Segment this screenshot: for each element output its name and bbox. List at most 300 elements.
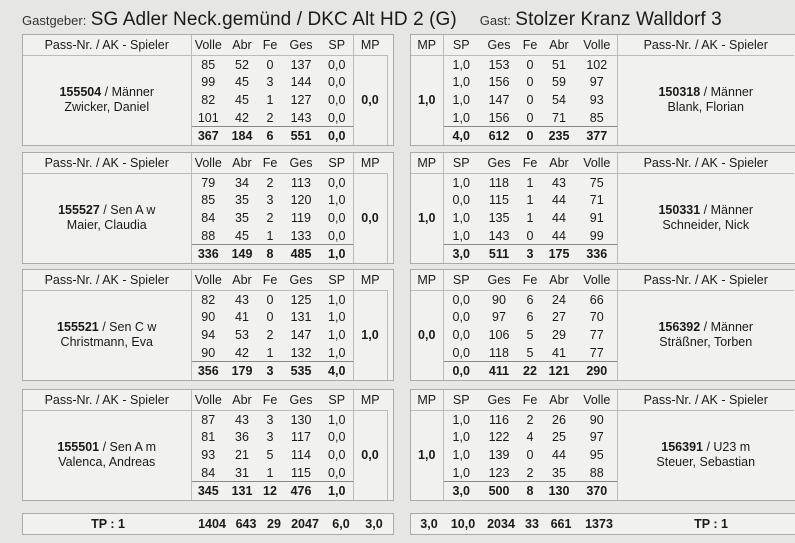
score-cell-sp: 0,0 — [328, 210, 346, 225]
score-cell-volle: 71 — [589, 193, 604, 208]
score-cell-sp: 1,0 — [452, 210, 470, 225]
score-cell-sp: 0,0 — [328, 175, 346, 190]
column-header: Volle — [577, 390, 617, 411]
score-cell-ges: 120 — [290, 193, 312, 208]
score-cell-abr: 44 — [552, 210, 566, 225]
column-header: Pass-Nr. / AK - Spieler — [23, 153, 191, 174]
column-header: MP — [353, 390, 387, 411]
score-cell-fe: 2 — [266, 327, 274, 342]
score-cell-sp: 0,0 — [328, 228, 346, 243]
match-points: 0,0 — [353, 174, 387, 263]
column-header: SP — [321, 390, 353, 411]
score-cell-abr: 235 — [541, 127, 577, 145]
column-header: Volle — [577, 153, 617, 174]
match-points: 1,0 — [411, 411, 443, 500]
score-cell-fe: 5 — [266, 447, 274, 462]
score-cell-sp: 1,0 — [452, 75, 470, 90]
column-header: Ges — [281, 153, 321, 174]
score-cell-volle: 93 — [589, 92, 604, 107]
score-cell-abr: 71 — [552, 110, 566, 125]
score-cell-fe: 4 — [526, 430, 534, 445]
score-cell-sp: 0,0 — [452, 310, 470, 325]
score-cell-sp: 0,0 — [328, 57, 346, 72]
column-header: Pass-Nr. / AK - Spieler — [617, 35, 794, 56]
score-cell-ges: 143 — [290, 110, 312, 125]
score-cell-abr: 41 — [235, 310, 249, 325]
score-cell-sp: 1,0 — [452, 447, 470, 462]
score-cell-volle: 336 — [577, 245, 617, 263]
guest-total-volle: 1373 — [585, 517, 613, 531]
column-header: Abr — [541, 390, 577, 411]
score-cell-ges: 139 — [488, 447, 510, 462]
score-cell-fe: 2 — [266, 110, 274, 125]
score-cell-volle: 90 — [589, 412, 604, 427]
table-row — [411, 291, 794, 309]
score-cell-ges: 115 — [291, 465, 311, 480]
score-cell-fe: 2 — [266, 175, 274, 190]
score-cell-ges: 147 — [290, 327, 312, 342]
score-cell-ges: 133 — [290, 228, 312, 243]
score-cell-volle: 377 — [577, 127, 617, 145]
score-cell-sp: 0,0 — [328, 430, 346, 445]
column-header: MP — [353, 35, 387, 56]
player-name: Steuer, Sebastian — [656, 455, 756, 470]
score-cell-abr: 43 — [552, 175, 566, 190]
column-header: Ges — [479, 270, 519, 291]
score-cell-ges: 500 — [479, 482, 519, 500]
score-cell-volle: 370 — [577, 482, 617, 500]
score-cell-ges: 612 — [479, 127, 519, 145]
score-cell-ges: 153 — [488, 57, 510, 72]
column-header: Volle — [191, 153, 225, 174]
column-header: MP — [353, 270, 387, 291]
guest-player-table — [410, 152, 795, 264]
column-header: Volle — [191, 35, 225, 56]
guest-total-sp: 10,0 — [450, 517, 476, 531]
score-cell-abr: 21 — [235, 447, 249, 462]
score-cell-abr: 131 — [225, 482, 259, 500]
player-info — [617, 56, 794, 145]
column-header: SP — [321, 35, 353, 56]
column-header: Abr — [225, 35, 259, 56]
score-cell-volle: 77 — [589, 345, 604, 360]
score-cell-fe: 1 — [526, 175, 534, 190]
pass-number: 156392 — [658, 320, 701, 335]
score-cell-ges: 97 — [492, 310, 506, 325]
player-info — [23, 411, 191, 500]
column-header: Fe — [259, 153, 281, 174]
player-info — [23, 174, 191, 263]
pass-number: 155521 — [57, 320, 99, 335]
column-header: Volle — [191, 390, 225, 411]
column-header: SP — [443, 270, 479, 291]
score-cell-ges: 114 — [291, 447, 311, 462]
score-cell-abr: 42 — [235, 345, 249, 360]
table-row — [23, 56, 387, 74]
score-cell-abr: 41 — [552, 345, 566, 360]
score-cell-volle: 82 — [201, 292, 216, 307]
score-cell-fe: 2 — [526, 412, 534, 427]
score-cell-abr: 31 — [235, 465, 249, 480]
score-cell-abr: 184 — [225, 127, 259, 145]
score-cell-abr: 179 — [225, 362, 259, 380]
guest-total-abr: 661 — [550, 517, 572, 531]
score-cell-abr: 175 — [541, 245, 577, 263]
score-cell-fe: 0 — [526, 75, 534, 90]
score-cell-sp: 1,0 — [452, 430, 470, 445]
score-cell-sp: 1,0 — [328, 412, 346, 427]
pass-number: 155504 — [59, 85, 102, 100]
score-cell-sp: 4,0 — [321, 362, 353, 380]
score-cell-volle: 85 — [589, 110, 604, 125]
score-cell-fe: 5 — [526, 345, 534, 360]
score-cell-abr: 44 — [552, 447, 566, 462]
score-cell-volle: 66 — [589, 292, 604, 307]
score-cell-abr: 35 — [552, 465, 566, 480]
match-points: 1,0 — [411, 56, 443, 145]
score-cell-sp: 1,0 — [321, 245, 353, 263]
score-cell-volle: 84 — [201, 210, 216, 225]
score-cell-sp: 1,0 — [452, 228, 470, 243]
player-name: Zwicker, Daniel — [64, 100, 150, 115]
host-team-name: SG Adler Neck.gemünd / DKC Alt HD 2 (G) — [90, 9, 457, 30]
column-header: Fe — [259, 270, 281, 291]
guest-team-name: Stolzer Kranz Walldorf 3 — [515, 9, 722, 30]
score-cell-fe: 2 — [526, 465, 534, 480]
table-row — [411, 411, 794, 429]
guest-label: Gast: — [479, 13, 511, 28]
table-row — [23, 174, 387, 192]
score-cell-volle: 85 — [201, 57, 216, 72]
match-points: 1,0 — [411, 174, 443, 263]
score-cell-volle: 77 — [589, 327, 604, 342]
table-row — [23, 411, 387, 429]
score-cell-volle: 290 — [577, 362, 617, 380]
score-cell-ges: 116 — [489, 412, 509, 427]
match-points: 0,0 — [353, 411, 387, 500]
score-cell-abr: 25 — [552, 430, 566, 445]
host-total-mp: 3,0 — [365, 517, 383, 531]
score-cell-ges: 135 — [488, 210, 510, 225]
score-cell-fe: 1 — [526, 210, 534, 225]
table-row — [411, 174, 794, 192]
score-cell-fe: 0 — [266, 310, 274, 325]
score-cell-ges: 130 — [290, 412, 312, 427]
score-cell-ges: 118 — [489, 345, 509, 360]
score-cell-fe: 3 — [519, 245, 541, 263]
score-cell-ges: 118 — [489, 175, 509, 190]
score-cell-fe: 2 — [266, 210, 274, 225]
match-points: 0,0 — [411, 291, 443, 380]
score-cell-fe: 1 — [526, 193, 534, 208]
host-total-sp: 6,0 — [332, 517, 350, 531]
score-cell-abr: 53 — [235, 327, 249, 342]
score-cell-fe: 0 — [266, 292, 274, 307]
score-cell-ges: 143 — [488, 228, 510, 243]
score-cell-abr: 42 — [235, 110, 249, 125]
column-header: Abr — [225, 270, 259, 291]
score-cell-ges: 551 — [281, 127, 321, 145]
score-cell-volle: 81 — [201, 430, 216, 445]
score-cell-ges: 511 — [479, 245, 519, 263]
score-cell-sp: 0,0 — [328, 110, 346, 125]
score-cell-ges: 115 — [489, 193, 509, 208]
score-cell-fe: 0 — [526, 57, 534, 72]
score-cell-sp: 1,0 — [452, 175, 470, 190]
score-cell-abr: 36 — [235, 430, 249, 445]
score-cell-ges: 535 — [281, 362, 321, 380]
column-header: Abr — [541, 153, 577, 174]
guest-team-totals — [410, 513, 795, 535]
player-name: Maier, Claudia — [66, 218, 147, 233]
column-header: Pass-Nr. / AK - Spieler — [617, 270, 794, 291]
column-header: Abr — [541, 270, 577, 291]
score-cell-ges: 125 — [290, 292, 312, 307]
score-cell-sp: 1,0 — [328, 310, 346, 325]
score-cell-abr: 149 — [225, 245, 259, 263]
player-info — [617, 174, 794, 263]
score-cell-abr: 45 — [235, 228, 249, 243]
score-cell-ges: 476 — [281, 482, 321, 500]
score-cell-sp: 1,0 — [328, 345, 346, 360]
score-cell-sp: 0,0 — [321, 127, 353, 145]
score-cell-ges: 137 — [290, 57, 312, 72]
column-header: MP — [411, 35, 443, 56]
score-cell-ges: 113 — [291, 175, 311, 190]
score-cell-ges: 127 — [290, 92, 312, 107]
player-name: Sträßner, Torben — [659, 335, 753, 350]
column-header: Fe — [519, 390, 541, 411]
score-cell-volle: 88 — [589, 465, 604, 480]
score-cell-fe: 1 — [266, 228, 274, 243]
score-cell-abr: 45 — [235, 92, 249, 107]
column-header: SP — [443, 390, 479, 411]
column-header: Pass-Nr. / AK - Spieler — [23, 35, 191, 56]
host-label: Gastgeber: — [22, 13, 87, 28]
score-cell-sp: 1,0 — [452, 465, 470, 480]
column-header: MP — [411, 270, 443, 291]
score-cell-sp: 1,0 — [328, 292, 346, 307]
guest-player-table — [410, 389, 795, 501]
score-cell-fe: 0 — [526, 447, 534, 462]
score-cell-ges: 123 — [488, 465, 510, 480]
host-total-fe: 29 — [267, 517, 281, 531]
score-cell-volle: 87 — [201, 412, 216, 427]
score-cell-fe: 12 — [259, 482, 281, 500]
score-cell-abr: 43 — [235, 292, 249, 307]
age-class: / Männer — [700, 85, 754, 100]
score-cell-abr: 59 — [552, 75, 566, 90]
pass-number: 150331 — [658, 203, 701, 218]
score-cell-abr: 45 — [235, 75, 249, 90]
player-name: Valenca, Andreas — [58, 455, 156, 470]
pass-number: 155501 — [57, 440, 100, 455]
score-cell-sp: 0,0 — [328, 447, 346, 462]
score-cell-abr: 130 — [541, 482, 577, 500]
column-header: Ges — [479, 153, 519, 174]
score-cell-ges: 156 — [488, 110, 510, 125]
score-cell-ges: 156 — [488, 75, 510, 90]
score-cell-fe: 6 — [259, 127, 281, 145]
score-cell-abr: 44 — [552, 228, 566, 243]
score-cell-sp: 1,0 — [452, 57, 470, 72]
score-cell-fe: 8 — [519, 482, 541, 500]
column-header: Ges — [281, 390, 321, 411]
score-cell-sp: 1,0 — [321, 482, 353, 500]
age-class: / Sen C w — [98, 320, 157, 335]
player-name: Christmann, Eva — [60, 335, 153, 350]
score-cell-abr: 121 — [541, 362, 577, 380]
column-header: Fe — [519, 153, 541, 174]
score-cell-abr: 27 — [552, 310, 566, 325]
score-cell-abr: 43 — [235, 412, 249, 427]
score-cell-ges: 411 — [479, 362, 519, 380]
score-cell-volle: 90 — [201, 345, 216, 360]
column-header: SP — [443, 153, 479, 174]
score-cell-fe: 3 — [266, 430, 274, 445]
score-cell-fe: 22 — [519, 362, 541, 380]
score-cell-ges: 122 — [488, 430, 510, 445]
column-header: Abr — [541, 35, 577, 56]
score-cell-abr: 52 — [235, 57, 249, 72]
column-header: MP — [411, 390, 443, 411]
match-points: 1,0 — [353, 291, 387, 380]
score-cell-sp: 3,0 — [443, 482, 479, 500]
column-header: Fe — [519, 270, 541, 291]
score-cell-fe: 0 — [526, 228, 534, 243]
score-cell-abr: 51 — [552, 57, 566, 72]
score-cell-sp: 1,0 — [452, 412, 470, 427]
score-cell-volle: 102 — [586, 57, 608, 72]
column-header: Fe — [259, 390, 281, 411]
column-header: Ges — [479, 390, 519, 411]
guest-total-ges: 2034 — [487, 517, 515, 531]
column-header: Pass-Nr. / AK - Spieler — [23, 270, 191, 291]
player-info — [617, 411, 794, 500]
score-cell-volle: 367 — [191, 127, 225, 145]
column-header: Ges — [281, 270, 321, 291]
score-cell-sp: 0,0 — [452, 193, 470, 208]
score-cell-volle: 97 — [589, 430, 604, 445]
score-cell-volle: 91 — [589, 210, 604, 225]
age-class: / Männer — [700, 320, 754, 335]
score-cell-fe: 5 — [526, 327, 534, 342]
column-header: Volle — [191, 270, 225, 291]
score-cell-ges: 131 — [290, 310, 312, 325]
score-cell-volle: 85 — [201, 193, 216, 208]
age-class: / Sen A w — [99, 203, 156, 218]
player-info — [23, 291, 191, 380]
score-cell-volle: 94 — [201, 327, 216, 342]
guest-total-mp: 3,0 — [420, 517, 438, 531]
score-cell-volle: 356 — [191, 362, 225, 380]
score-cell-sp: 0,0 — [443, 362, 479, 380]
score-cell-volle: 345 — [191, 482, 225, 500]
host-player-table — [22, 389, 394, 501]
guest-player-table — [410, 269, 795, 381]
player-name: Schneider, Nick — [662, 218, 750, 233]
score-cell-volle: 70 — [589, 310, 604, 325]
host-total-ges: 2047 — [291, 517, 319, 531]
score-cell-sp: 1,0 — [328, 193, 346, 208]
host-player-table — [22, 152, 394, 264]
score-cell-volle: 101 — [197, 110, 219, 125]
column-header: Fe — [519, 35, 541, 56]
score-cell-sp: 0,0 — [328, 92, 346, 107]
score-cell-volle: 84 — [201, 465, 216, 480]
score-cell-sp: 0,0 — [452, 327, 470, 342]
score-cell-abr: 54 — [552, 92, 566, 107]
column-header: Volle — [577, 35, 617, 56]
player-info — [23, 56, 191, 145]
column-header: Abr — [225, 390, 259, 411]
score-cell-abr: 35 — [235, 193, 249, 208]
score-cell-sp: 0,0 — [328, 75, 346, 90]
guest-total-fe: 33 — [525, 517, 539, 531]
player-name: Blank, Florian — [667, 100, 744, 115]
column-header: Volle — [577, 270, 617, 291]
score-cell-sp: 0,0 — [328, 465, 346, 480]
score-cell-abr: 24 — [552, 292, 566, 307]
score-cell-ges: 485 — [281, 245, 321, 263]
score-cell-sp: 1,0 — [328, 327, 346, 342]
player-info — [617, 291, 794, 380]
score-cell-fe: 8 — [259, 245, 281, 263]
score-cell-fe: 3 — [266, 193, 274, 208]
score-cell-fe: 3 — [259, 362, 281, 380]
column-header: Pass-Nr. / AK - Spieler — [23, 390, 191, 411]
pass-number: 156391 — [661, 440, 703, 455]
score-cell-fe: 0 — [526, 92, 534, 107]
column-header: Abr — [225, 153, 259, 174]
table-row — [23, 291, 387, 309]
score-cell-fe: 1 — [266, 465, 274, 480]
score-cell-sp: 1,0 — [452, 110, 470, 125]
score-cell-volle: 99 — [589, 228, 604, 243]
host-total-volle: 1404 — [198, 517, 226, 531]
column-header: MP — [411, 153, 443, 174]
pass-number: 150318 — [658, 85, 701, 100]
column-header: Fe — [259, 35, 281, 56]
host-player-table — [22, 269, 394, 381]
column-header: MP — [353, 153, 387, 174]
score-cell-fe: 0 — [519, 127, 541, 145]
age-class: / U23 m — [702, 440, 751, 455]
score-cell-fe: 6 — [526, 292, 534, 307]
score-cell-abr: 34 — [235, 175, 249, 190]
age-class: / Sen A m — [99, 440, 157, 455]
table-row — [411, 56, 794, 74]
score-cell-fe: 3 — [266, 75, 274, 90]
column-header: SP — [443, 35, 479, 56]
age-class: / Männer — [101, 85, 155, 100]
host-tp: TP : 1 — [91, 517, 125, 531]
score-cell-fe: 1 — [266, 345, 274, 360]
score-cell-sp: 0,0 — [452, 292, 470, 307]
score-cell-abr: 29 — [552, 327, 566, 342]
score-cell-ges: 147 — [488, 92, 510, 107]
score-cell-fe: 3 — [266, 412, 274, 427]
score-cell-fe: 6 — [526, 310, 534, 325]
score-cell-abr: 26 — [552, 412, 566, 427]
column-header: Ges — [479, 35, 519, 56]
score-cell-volle: 97 — [589, 75, 604, 90]
score-cell-sp: 1,0 — [452, 92, 470, 107]
column-header: Pass-Nr. / AK - Spieler — [617, 390, 794, 411]
score-cell-sp: 3,0 — [443, 245, 479, 263]
score-cell-abr: 35 — [235, 210, 249, 225]
score-cell-fe: 0 — [526, 110, 534, 125]
